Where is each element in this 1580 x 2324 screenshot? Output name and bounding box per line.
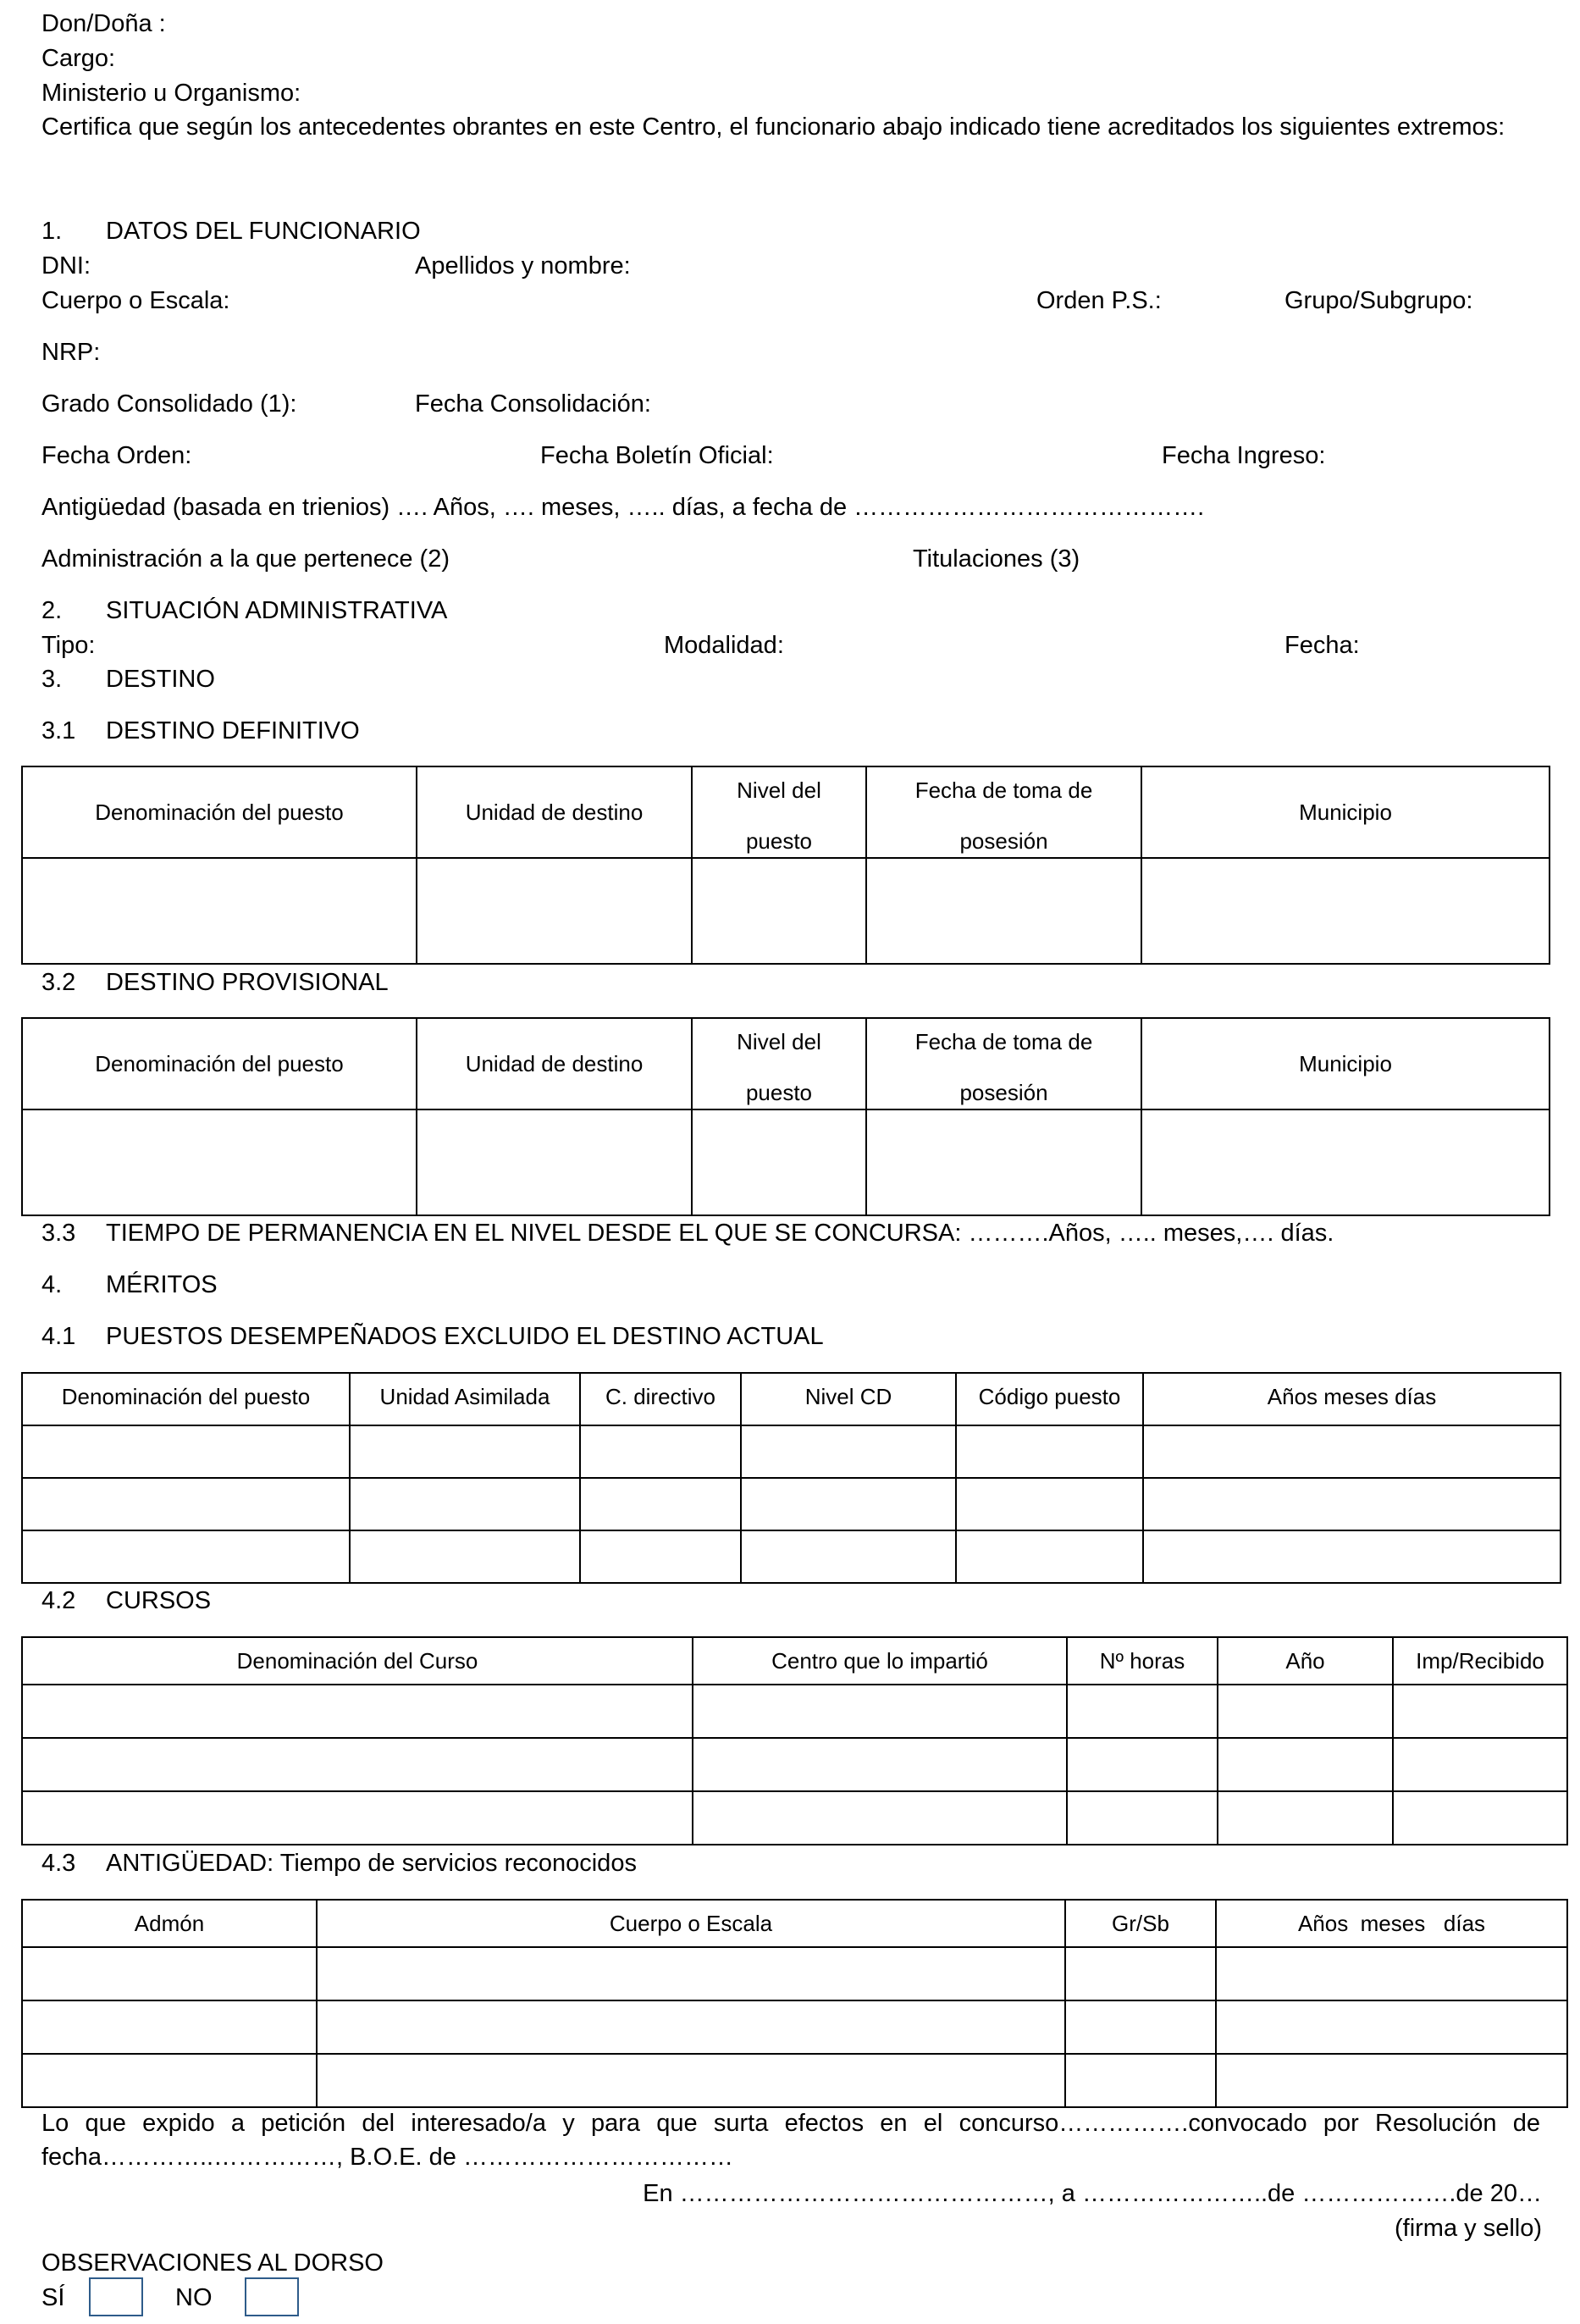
- section-4-number: 4.: [41, 1271, 63, 1298]
- table-row: [22, 1109, 1550, 1215]
- cargo-label: Cargo:: [41, 45, 116, 72]
- tipo-label: Tipo:: [41, 632, 96, 659]
- table-cell[interactable]: [692, 858, 866, 964]
- antiguedad-line: Antigüedad (basada en trienios) …. Años, …. meses, ….. días, a fecha de …………………………………….: [41, 494, 1205, 521]
- table-cell[interactable]: [956, 1478, 1143, 1530]
- table-row: [22, 2054, 1567, 2107]
- section-3-2-number: 3.2: [41, 969, 76, 996]
- section-4-3-heading: [41, 1848, 637, 1879]
- table-cell[interactable]: [22, 1791, 693, 1845]
- col-unidad-asimilada: Unidad Asimilada: [350, 1373, 580, 1425]
- en-fecha-line: En ………………………………………, a …………………..de ……………….de 20…: [643, 2180, 1542, 2207]
- table-cell[interactable]: [741, 1478, 956, 1530]
- table-cell[interactable]: [866, 858, 1141, 964]
- si-checkbox[interactable]: [89, 2277, 143, 2316]
- section-3-2-title: DESTINO PROVISIONAL: [106, 969, 389, 996]
- table-cell[interactable]: [693, 1685, 1067, 1738]
- col-codigo-puesto: Código puesto: [956, 1373, 1143, 1425]
- table-header-row: [22, 1900, 1567, 1947]
- certifica-paragraph: Certifica que según los antecedentes obrantes en este Centro, el funcionario abajo indicado tiene acreditados los siguientes extremos:: [41, 113, 1505, 141]
- col-unidad: Unidad de destino: [417, 1018, 692, 1109]
- grupo-label: Grupo/Subgrupo:: [1284, 287, 1473, 314]
- table-cell[interactable]: [1067, 1738, 1218, 1791]
- col-horas: Nº horas: [1067, 1637, 1218, 1685]
- table-cell[interactable]: [22, 1425, 350, 1478]
- table-cell[interactable]: [1393, 1791, 1567, 1845]
- col-nivel-line2: puesto: [745, 1080, 813, 1105]
- section-3-number: 3.: [41, 666, 63, 693]
- table-row: [22, 1685, 1567, 1738]
- table-row: [22, 1478, 1561, 1530]
- section-3-2-heading: [41, 967, 389, 998]
- table-cell[interactable]: [22, 1685, 693, 1738]
- col-denominacion-puesto: Denominación del puesto: [22, 1373, 350, 1425]
- table-header-row: [22, 766, 1550, 858]
- table-row: [22, 1425, 1561, 1478]
- table-cell[interactable]: [22, 1738, 693, 1791]
- section-3-title: DESTINO: [106, 666, 215, 693]
- cuerpo-label: Cuerpo o Escala:: [41, 287, 230, 314]
- table-cell[interactable]: [350, 1425, 580, 1478]
- section-4-2-heading: [41, 1585, 211, 1616]
- cursos-table: [21, 1636, 1568, 1845]
- section-1-heading: [41, 216, 421, 246]
- table-row: [22, 1791, 1567, 1845]
- fecha-ingreso-label: Fecha Ingreso:: [1162, 442, 1326, 469]
- table-cell[interactable]: [1218, 1738, 1393, 1791]
- col-municipio: Municipio: [1141, 1018, 1550, 1109]
- titulaciones-label: Titulaciones (3): [913, 545, 1080, 573]
- table-cell[interactable]: [22, 1947, 317, 2000]
- fecha-boletin-label: Fecha Boletín Oficial:: [540, 442, 774, 469]
- no-label: NO: [175, 2284, 213, 2311]
- nrp-label: NRP:: [41, 339, 101, 366]
- table-cell[interactable]: [956, 1425, 1143, 1478]
- col-cuerpo-escala: Cuerpo o Escala: [317, 1900, 1065, 1947]
- col-fecha-line1: Fecha de toma de: [914, 1029, 1093, 1054]
- table-header-row: [22, 1018, 1550, 1109]
- table-cell[interactable]: [417, 1109, 692, 1215]
- table-cell[interactable]: [866, 1109, 1141, 1215]
- table-row: [22, 1530, 1561, 1583]
- col-centro: Centro que lo impartió: [693, 1637, 1067, 1685]
- table-cell[interactable]: [1216, 1947, 1567, 2000]
- col-fecha-line2: posesión: [959, 828, 1048, 854]
- table-cell[interactable]: [580, 1478, 741, 1530]
- section-4-2-title: CURSOS: [106, 1587, 212, 1614]
- col-nivel: [692, 1018, 866, 1109]
- table-cell[interactable]: [1143, 1478, 1561, 1530]
- si-label: SÍ: [41, 2284, 65, 2311]
- apellidos-label: Apellidos y nombre:: [415, 252, 631, 279]
- section-3-3-text: TIEMPO DE PERMANENCIA EN EL NIVEL DESDE EL QUE SE CONCURSA: ……….Años, ….. meses,…. días.: [106, 1220, 1334, 1247]
- table-cell[interactable]: [317, 2054, 1065, 2107]
- puestos-table: [21, 1372, 1561, 1584]
- administracion-label: Administración a la que pertenece (2): [41, 545, 450, 573]
- table-cell[interactable]: [350, 1478, 580, 1530]
- table-cell[interactable]: [22, 2054, 317, 2107]
- fecha-orden-label: Fecha Orden:: [41, 442, 192, 469]
- col-fecha-toma: [866, 1018, 1141, 1109]
- col-ano: Año: [1218, 1637, 1393, 1685]
- table-cell[interactable]: [1067, 1791, 1218, 1845]
- col-nivel-cd: Nivel CD: [741, 1373, 956, 1425]
- section-4-1-heading: [41, 1321, 824, 1352]
- col-denominacion: Denominación del puesto: [22, 766, 417, 858]
- table-cell[interactable]: [741, 1530, 956, 1583]
- ministerio-label: Ministerio u Organismo:: [41, 80, 301, 107]
- table-row: [22, 2000, 1567, 2054]
- grado-label: Grado Consolidado (1):: [41, 390, 297, 418]
- table-cell[interactable]: [1218, 1685, 1393, 1738]
- table-row: [22, 1738, 1567, 1791]
- table-cell[interactable]: [22, 1478, 350, 1530]
- col-denominacion-curso: Denominación del Curso: [22, 1637, 693, 1685]
- fecha-consolidacion-label: Fecha Consolidación:: [415, 390, 651, 418]
- table-cell[interactable]: [741, 1425, 956, 1478]
- table-header-row: [22, 1637, 1567, 1685]
- section-3-1-number: 3.1: [41, 717, 76, 744]
- table-cell[interactable]: [1393, 1738, 1567, 1791]
- table-cell[interactable]: [1065, 2000, 1216, 2054]
- section-3-1-title: DESTINO DEFINITIVO: [106, 717, 360, 744]
- section-3-3-number: 3.3: [41, 1220, 76, 1247]
- table-cell[interactable]: [692, 1109, 866, 1215]
- col-municipio: Municipio: [1141, 766, 1550, 858]
- col-fecha-line2: posesión: [959, 1080, 1048, 1105]
- no-checkbox[interactable]: [245, 2277, 299, 2316]
- dni-label: DNI:: [41, 252, 91, 279]
- col-gr-sb: Gr/Sb: [1065, 1900, 1216, 1947]
- table-cell[interactable]: [1141, 858, 1550, 964]
- col-admon: Admón: [22, 1900, 317, 1947]
- table-cell[interactable]: [317, 1947, 1065, 2000]
- section-4-1-title: PUESTOS DESEMPEÑADOS EXCLUIDO EL DESTINO ACTUAL: [106, 1323, 824, 1350]
- don-dona-label: Don/Doña :: [41, 10, 166, 37]
- table-cell[interactable]: [350, 1530, 580, 1583]
- section-2-heading: [41, 595, 447, 626]
- table-cell[interactable]: [1218, 1791, 1393, 1845]
- col-anos-meses-dias: Años meses días: [1143, 1373, 1561, 1425]
- table-cell[interactable]: [1143, 1425, 1561, 1478]
- section-3-1-heading: [41, 716, 360, 746]
- col-c-directivo: C. directivo: [580, 1373, 741, 1425]
- antiguedad-table: [21, 1899, 1568, 2108]
- table-cell[interactable]: [1141, 1109, 1550, 1215]
- table-cell[interactable]: [956, 1530, 1143, 1583]
- table-cell[interactable]: [22, 1109, 417, 1215]
- section-4-1-number: 4.1: [41, 1323, 76, 1350]
- section-4-heading: [41, 1270, 218, 1300]
- section-3-3-heading: [41, 1218, 1334, 1248]
- table-cell[interactable]: [317, 2000, 1065, 2054]
- observaciones-label: OBSERVACIONES AL DORSO: [41, 2249, 384, 2277]
- table-row: [22, 858, 1550, 964]
- fecha-label: Fecha:: [1284, 632, 1360, 659]
- col-nivel-line1: Nivel del: [737, 1029, 821, 1054]
- section-2-number: 2.: [41, 597, 63, 624]
- section-1-title: DATOS DEL FUNCIONARIO: [106, 218, 421, 245]
- table-cell[interactable]: [580, 1530, 741, 1583]
- table-cell[interactable]: [580, 1425, 741, 1478]
- col-nivel-line1: Nivel del: [737, 777, 821, 803]
- table-cell[interactable]: [417, 858, 692, 964]
- section-4-2-number: 4.2: [41, 1587, 76, 1614]
- orden-ps-label: Orden P.S.:: [1036, 287, 1162, 314]
- table-cell[interactable]: [22, 858, 417, 964]
- destino-definitivo-table: [21, 766, 1550, 965]
- table-row: [22, 1947, 1567, 2000]
- col-anos-meses-dias: Años meses días: [1216, 1900, 1567, 1947]
- table-cell[interactable]: [1143, 1530, 1561, 1583]
- table-cell[interactable]: [1065, 1947, 1216, 2000]
- table-cell[interactable]: [1067, 1685, 1218, 1738]
- table-cell[interactable]: [1216, 2000, 1567, 2054]
- table-cell[interactable]: [22, 2000, 317, 2054]
- table-cell[interactable]: [693, 1738, 1067, 1791]
- col-fecha-toma: [866, 766, 1141, 858]
- section-2-title: SITUACIÓN ADMINISTRATIVA: [106, 597, 448, 624]
- expido-paragraph: Lo que expido a petición del interesado/a y para que surta efectos en el concurso…………….convocado por Resolución de fecha…………..……………, B.O.E. de ……………………………: [41, 2110, 1540, 2171]
- col-denominacion: Denominación del puesto: [22, 1018, 417, 1109]
- firma-sello: (firma y sello): [1394, 2215, 1542, 2242]
- col-imp-recibido: Imp/Recibido: [1393, 1637, 1567, 1685]
- table-header-row: [22, 1373, 1561, 1425]
- section-4-3-number: 4.3: [41, 1850, 76, 1877]
- table-cell[interactable]: [693, 1791, 1067, 1845]
- section-4-3-title: ANTIGÜEDAD: Tiempo de servicios reconocidos: [106, 1850, 637, 1877]
- section-3-heading: [41, 664, 215, 694]
- col-nivel: [692, 766, 866, 858]
- section-1-number: 1.: [41, 218, 63, 245]
- col-unidad: Unidad de destino: [417, 766, 692, 858]
- col-nivel-line2: puesto: [745, 828, 813, 854]
- col-fecha-line1: Fecha de toma de: [914, 777, 1093, 803]
- table-cell[interactable]: [1216, 2054, 1567, 2107]
- table-cell[interactable]: [22, 1530, 350, 1583]
- table-cell[interactable]: [1065, 2054, 1216, 2107]
- table-cell[interactable]: [1393, 1685, 1567, 1738]
- modalidad-label: Modalidad:: [664, 632, 784, 659]
- section-4-title: MÉRITOS: [106, 1271, 218, 1298]
- destino-provisional-table: [21, 1017, 1550, 1216]
